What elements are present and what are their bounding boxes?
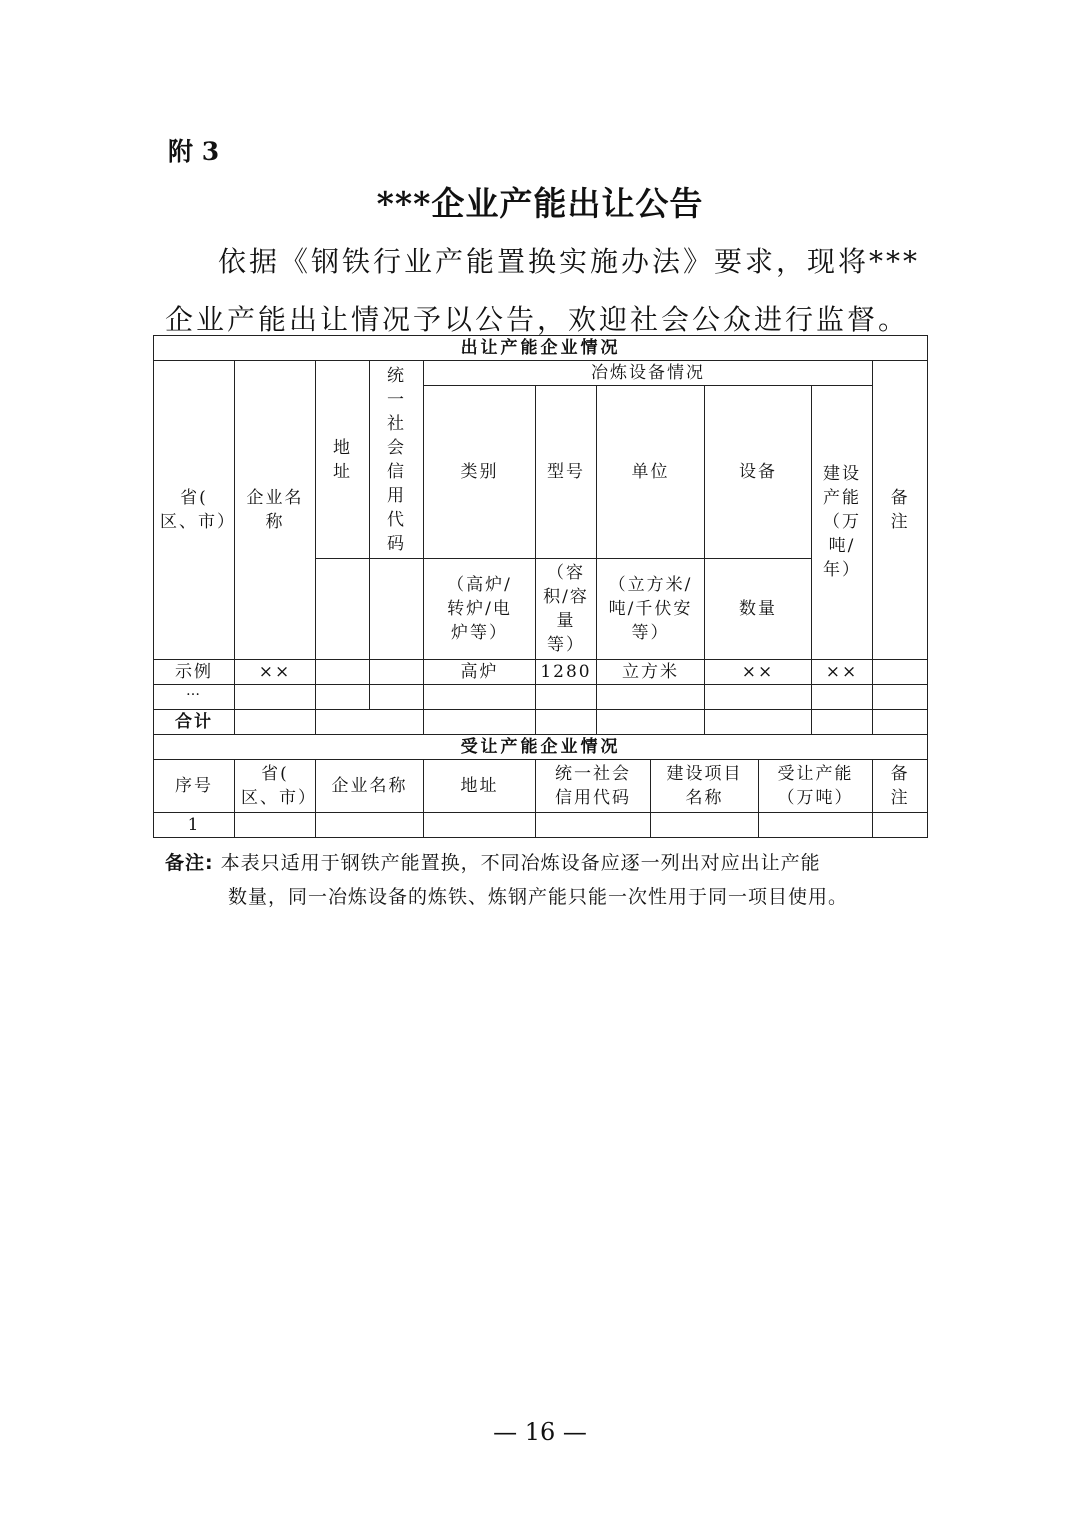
t2-header-address: 地址 xyxy=(424,760,536,813)
t2-header-remark: 备注 xyxy=(873,760,928,813)
appendix-label: 附 3 xyxy=(168,137,220,166)
t2-header-seq: 序号 xyxy=(154,760,235,813)
intro-paragraph-line-2: 企业产能出让情况予以公告，欢迎社会公众进行监督。 xyxy=(165,303,910,336)
note-line-1: 本表只适用于钢铁产能置换，不同冶炼设备应逐一列出对应出让产能 xyxy=(220,852,821,874)
section-header-transferor: 出让产能企业情况 xyxy=(154,336,928,361)
header-company: 企业名称 xyxy=(235,361,316,660)
header-type: 类别 xyxy=(424,386,536,559)
example-company: ×× xyxy=(235,660,316,685)
example-model: 1280 xyxy=(536,660,597,685)
ellipsis-row-label: … xyxy=(154,685,235,710)
header-model: 型号 xyxy=(536,386,597,559)
example-unit: 立方米 xyxy=(597,660,705,685)
t2-header-project: 建设项目名称 xyxy=(651,760,759,813)
example-capacity: ×× xyxy=(812,660,873,685)
header-remark: 备注 xyxy=(873,361,928,660)
header-province: 省( 区、市） xyxy=(154,361,235,660)
document-title: ***企业产能出让公告 xyxy=(376,184,704,223)
page-number: — 16 — xyxy=(493,1418,587,1446)
header-capacity: 建设产能（万吨/年） xyxy=(812,386,873,660)
header-unit: 单位 xyxy=(597,386,705,559)
example-quantity: ×× xyxy=(705,660,812,685)
header-equipment: 冶炼设备情况 xyxy=(424,361,873,386)
capacity-table xyxy=(153,335,928,838)
intro-paragraph-line-1: 依据《钢铁行业产能置换实施办法》要求，现将*** xyxy=(218,245,921,278)
example-label: 示例 xyxy=(154,660,235,685)
note-line-2: 数量，同一冶炼设备的炼铁、炼钢产能只能一次性用于同一项目使用。 xyxy=(228,886,849,908)
t2-header-credit-code: 统一社会信用代码 xyxy=(536,760,651,813)
sub-model: （容积/容量等） xyxy=(536,559,597,660)
sub-unit: （立方米/吨/千伏安等） xyxy=(597,559,705,660)
note-label: 备注: xyxy=(165,852,214,874)
example-type: 高炉 xyxy=(424,660,536,685)
t2-header-capacity: 受让产能（万吨） xyxy=(759,760,873,813)
header-address: 地址 xyxy=(316,361,370,559)
t2-header-province: 省( 区、市） xyxy=(235,760,316,813)
t2-header-company: 企业名称 xyxy=(316,760,424,813)
header-credit-sub xyxy=(370,559,424,660)
t2-row-seq: 1 xyxy=(154,813,235,838)
section-header-transferee: 受让产能企业情况 xyxy=(154,735,928,760)
sub-type: （高炉/转炉/电炉等） xyxy=(424,559,536,660)
table-note xyxy=(165,846,821,880)
sub-quantity: 数量 xyxy=(705,559,812,660)
total-label: 合计 xyxy=(154,710,235,735)
header-address-sub xyxy=(316,559,370,660)
header-credit-code: 统一社会信用代码 xyxy=(370,361,424,559)
header-device: 设备 xyxy=(705,386,812,559)
